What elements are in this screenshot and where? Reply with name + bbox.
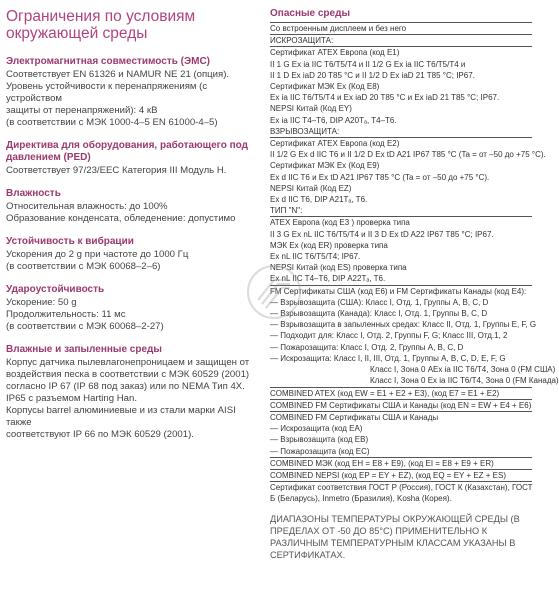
hazardous-line: Ex ia IIC T6/T5/T4 и Ex iaD 20 T85 °C и Ex iaD 21 T85 °C; IP67. (270, 93, 500, 103)
hazardous-line: COMBINED МЭК (код EH = E8 + E9), (код EI = E8 + E9 + ER) (270, 457, 532, 469)
hazardous-line: Сертификат МЭК Ex (Код E8) (270, 82, 380, 92)
hazardous-line: Сертификат ATEX Европа (код E2) (270, 137, 532, 149)
hazardous-line: II 3 G Ex nL IIC T6/T5/T4 и II 3 D Ex tD A22 IP67 T85 °C; IP67. (270, 229, 494, 239)
page-title: Ограничения по условиям окружающей среды (6, 8, 196, 42)
footer-note: ДИАПАЗОНЫ ТЕМПЕРАТУРЫ ОКРУЖАЮЩЕЙ СРЕДЫ (В ПРЕДЕЛАХ ОТ -50 ДО 85°C) ПРИМЕНИТЕЛЬНО К РАЗЛИЧНЫМ ТЕМПЕРАТУРНЫМ КЛАССАМ УКАЗАНЫ В СЕРТИФИКАТАХ. (270, 513, 520, 560)
section-text: Относительная влажность: до 100% Образование конденсата, обледенение: допустимо (6, 201, 236, 224)
hazardous-line: NEPSI Китай (Код EZ) (270, 183, 352, 193)
hazardous-line: COMBINED FM Сертификаты США и Канады (270, 411, 532, 423)
hazardous-line: ТИП "N": (270, 206, 303, 216)
section-wet-dusty (6, 344, 252, 441)
section-heading: Ударoустойчивость (6, 284, 105, 295)
hazardous-line: — Взрывозащита (код EB) (270, 435, 369, 445)
section-text: Ускорение: 50 g Продолжительность: 11 мс (в соответствии с МЭК 60068–2-27) (6, 297, 164, 332)
hazardous-line: — Пожарозащита: Класс I, Отд. 2, Группы A, B, C, D (270, 342, 464, 352)
hazardous-line: — Искрозащита (код EA) (270, 424, 363, 434)
section-text: Соответствует EN 61326 и NAMUR NE 21 (опция). Уровень устойчивости к перенапряжениям (с устройством защиты от перенапряжений): 4 кВ (в соответствии с МЭК 1000-4–5 EN 61000-4–5) (6, 69, 230, 128)
left-column (6, 8, 252, 452)
hazardous-line: Ex nL IIC T6/T5/T4; IP67. (270, 252, 361, 262)
hazardous-line: COMBINED FM Сертификаты США и Канады (код EN = EW + E4 + E6) (270, 400, 532, 410)
section-shock (6, 284, 252, 333)
section-emc (6, 56, 252, 129)
watermark-logo (244, 262, 304, 322)
hazardous-line: — Взрывозащита (Канада): Класс I, Отд. 1, Группы B, C, D (270, 309, 488, 319)
section-text: Ускорения до 2 g при частоте до 1000 Гц (в соответствии с МЭК 60068–2–6) (6, 249, 189, 272)
hazardous-line: Ex ia IIC T4–T6, DIP A20Tₐ, T4–T6. (270, 115, 397, 125)
hazardous-line: COMBINED NEPSI (код EP = EY + EZ), (код EQ = EY + EZ + ES) (270, 469, 532, 481)
hazardous-line: II 1 D Ex iaD 20 T85 °C и II 1/2 D Ex iaD 21 T85 °C; IP67. (270, 70, 475, 80)
hazardous-line: II 1 G Ex ia IIC T6/T5/T4 и II 1/2 G Ex ia IIC T6/T5/T4 и (270, 59, 466, 69)
section-heading: Директива для оборудования, работающего под давлением (PED) (6, 140, 248, 163)
hazardous-line: Сертификат ATEX Европа (код E1) (270, 46, 532, 58)
section-humidity (6, 188, 252, 225)
section-heading: Электромагнитная совместимость (ЭМС) (6, 56, 210, 67)
hazardous-line: Сертификат МЭК Ex (Код E9) (270, 161, 380, 171)
hazardous-heading: Опасные среды (270, 8, 350, 19)
section-vibration (6, 236, 252, 273)
hazardous-line: Б (Беларусь), Inmetro (Бразилия), Kosha (Корея). (270, 494, 452, 504)
section-heading: Устойчивость к вибрации (6, 236, 134, 247)
hazardous-line: FM Сертификаты США (код E6) и FM Сертификаты Канады (код E4): (270, 285, 532, 297)
section-ped (6, 140, 252, 177)
hazardous-line: Ex nL IIC T4–T6, DIP A22Tₐ, T6. (270, 274, 386, 284)
hazardous-line: — Подходит для: Класс I, Отд. 2, Группы F, G; Класс III, Отд.1, 2 (270, 331, 508, 341)
right-column (270, 8, 559, 561)
hazardous-line: Со встроенным дисплеем и без него (270, 22, 532, 34)
hazardous-line: Ex d IIC T6, DIP A21Tₐ, T6. (270, 195, 368, 205)
hazardous-line: ВЗРЫВОЗАЩИТА: (270, 126, 340, 136)
hazardous-line: — Взрывозащита (США): Класс I, Отд. 1, Группы A, B, C, D (270, 297, 489, 307)
hazardous-list (270, 22, 559, 505)
hazardous-line: II 1/2 G Ex d IIC T6 и II 1/2 D Ex tD A21 IP67 T85 °C (Ta = от –50 до +75 °C). (270, 150, 546, 160)
hazardous-line: ATEX Европа (код E3 ) проверка типа (270, 216, 532, 228)
hazardous-line: Класс I, Зона 0 Ex ia IIC T6/T4, Зона 0 (FM Канада) (370, 376, 559, 386)
section-text: Корпус датчика пылевлагонепроницаем и защищен от воздействия песка в соответствии с МЭК 60529 (2001) согласно IP 67 (IP 68 под заказ) или по NEMA Тип 4X. IP65 с разъемом Harting Han. Корпусы barrel алюминиевые и из стали марки AISI также соответствуют IP 66 по МЭК 60529 (2001). (6, 357, 250, 440)
hazardous-line: COMBINED ATEX (код EW = E1 + E2 + E3), (код E7 = E1 + E2) (270, 387, 532, 399)
hazardous-line: Сертификат соответствия ГОСТ Р (Россия), ГОСТ К (Казахстан), ГОСТ (270, 483, 533, 493)
section-heading: Влажные и запыленные среды (6, 344, 162, 355)
hazardous-line: Класс I, Зона 0 AEx ia IIC T6/T4, Зона 0 (FM США) (370, 365, 556, 375)
hazardous-line: NEPSI Китай (код ES) проверка типа (270, 263, 407, 273)
hazardous-line: — Пожарозащита (код EC) (270, 446, 370, 456)
hazardous-line: ИСКРОЗАЩИТА: (270, 34, 532, 46)
hazardous-line: NEPSI Китай (Код EY) (270, 104, 352, 114)
hazardous-line: Ex d IIC T6 и Ex tD A21 IP67 T85 °C (Ta = от –50 до +75 °C). (270, 172, 490, 182)
section-text: Соответствует 97/23/EEC Категория III Модуль H. (6, 165, 227, 176)
section-heading: Влажность (6, 188, 61, 199)
hazardous-line: — Взрывозащита в запыленных средах: Класс II, Отд. 1, Группы E, F, G (270, 320, 537, 330)
hazardous-line: МЭК Ex (код ER) проверка типа (270, 240, 388, 250)
hazardous-line: — Искрозащита: Класс I, II, III, Отд. 1, Группы A, B, C, D, E, F, G (270, 353, 506, 363)
